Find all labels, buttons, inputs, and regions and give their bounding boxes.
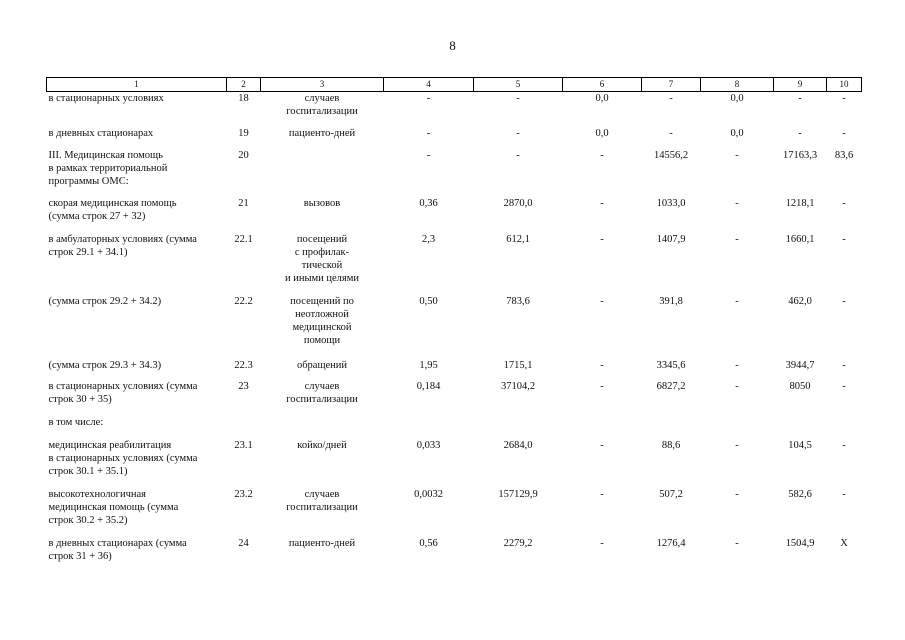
cell-c4: - [426,127,431,139]
cell-c7 [642,416,701,439]
table-row [47,416,862,439]
cell-c1 [47,197,227,233]
column-number-5: 5 [474,78,563,92]
cell-c2: 23.1 [234,439,253,451]
cell-line: скорая медицинская помощь [48,197,177,209]
cell-line: госпитализации [286,501,358,513]
cell-c9: 17163,3 [782,149,818,161]
cell-line: медицинская реабилитация [48,439,172,451]
cell-c10: - [842,295,846,307]
cell-c6: 0,0 [595,127,609,139]
cell-c10: 83,6 [834,149,854,161]
cell-line: в том числе: [48,416,104,428]
cell-c1 [47,380,227,416]
cell-c8: 0,0 [730,93,744,104]
cell-c8: 0,0 [730,127,744,139]
cell-c5: 2279,2 [503,537,533,549]
cell-line: в дневных стационарах (сумма [48,537,187,549]
column-number-4: 4 [384,78,474,92]
cell-c5: 612,1 [506,233,530,245]
cell-line: в амбулаторных условиях (сумма [48,233,197,245]
cell-c7: 1407,9 [656,233,686,245]
cell-c4: 0,56 [419,537,438,549]
cell-line: строк 30.1 + 35.1) [48,465,128,477]
cell-c8: - [735,197,739,209]
cell-c8: - [735,359,739,371]
cell-c4: 0,184 [416,380,441,392]
cell-c4: 0,0032 [414,488,443,500]
cell-c5: 157129,9 [498,488,538,500]
cell-c10 [827,416,862,439]
column-number-row [47,78,862,92]
cell-c3 [261,416,384,439]
cell-c10: - [842,197,846,209]
cell-c6: - [600,537,604,549]
cell-line: обращений [296,359,348,371]
cell-c9: 3944,7 [785,359,815,371]
table-row [47,488,862,537]
cell-c9: - [798,93,802,104]
cell-c1 [47,488,227,537]
cell-c5: 2684,0 [503,439,533,451]
cell-c4: 1,95 [419,359,438,371]
cell-c2: 22.1 [234,233,253,245]
cell-c9: 1218,1 [785,197,815,209]
table-body [47,92,862,573]
table-row [47,359,862,380]
cell-c2: 22.3 [234,359,253,371]
cell-c2: 22.2 [234,295,253,307]
cell-c5: - [516,127,520,139]
cell-c6 [563,416,642,439]
cell-c1 [47,416,227,439]
cell-c4: 0,033 [416,439,441,451]
cell-c1 [47,295,227,359]
cell-line: в стационарных условиях (сумма [48,452,198,464]
cell-c7: 391,8 [659,295,683,307]
cell-line: случаев [304,488,340,500]
cell-c7: 14556,2 [653,149,689,161]
table-row [47,92,862,127]
cell-line: помощи [303,334,341,346]
cell-c1 [47,92,227,127]
cell-c3 [261,359,384,380]
cell-c9: 462,0 [788,295,812,307]
cell-c5: 1715,1 [503,359,533,371]
cell-c1 [47,439,227,488]
cell-c4: 2,3 [421,233,436,245]
cell-line: случаев [304,93,340,104]
cell-c1 [47,233,227,295]
cell-line: строк 30 + 35) [48,393,112,405]
cell-c6: - [600,197,604,209]
cell-line: в рамках территориальной [48,162,168,174]
cell-c3 [261,233,384,295]
cell-c8 [701,416,774,439]
cell-c6: - [600,233,604,245]
cell-c6: - [600,439,604,451]
cell-c8: - [735,488,739,500]
cell-c2: 19 [238,127,249,139]
cell-c3 [261,439,384,488]
column-number-7: 7 [642,78,701,92]
cell-c2: 23.2 [234,488,253,500]
cell-line: медицинской [292,321,352,333]
cell-c5 [474,416,563,439]
cell-line: неотложной [295,308,349,320]
cell-c2: 24 [238,537,249,549]
cell-line: посещений по [290,295,354,307]
column-number-3: 3 [261,78,384,92]
cell-line: случаев [304,380,340,392]
cell-c10: - [842,439,846,451]
table-row [47,295,862,359]
cell-line: (сумма строк 27 + 32) [48,210,146,222]
cell-c1 [47,537,227,573]
cell-line: койко/дней [297,439,347,451]
cell-line: и иными целями [284,272,360,284]
cell-line: III. Медицинская помощь [48,149,163,161]
column-number-1: 1 [47,78,227,92]
cell-c8: - [735,233,739,245]
cell-c1 [47,359,227,380]
cell-c10: - [842,93,846,104]
cell-c5: 783,6 [506,295,530,307]
cell-c8: - [735,439,739,451]
cell-c7: - [669,93,673,104]
cell-line: строк 29.1 + 34.1) [48,246,128,258]
cell-line: пациенто-дней [288,127,356,139]
cell-line: посещений [296,233,348,245]
table-row [47,127,862,149]
page-number: 8 [449,38,456,53]
cell-c9: 8050 [789,380,811,392]
cell-c6: 0,0 [595,93,609,104]
cell-c7: 1033,0 [656,197,686,209]
cell-c9: 104,5 [788,439,812,451]
table-row [47,380,862,416]
cell-c4: 0,36 [419,197,438,209]
cell-line: в стационарных условиях [48,93,164,104]
cell-c10: - [842,488,846,500]
cell-c6: - [600,149,604,161]
cell-c4: - [426,93,431,104]
table-row [47,439,862,488]
column-number-9: 9 [774,78,827,92]
cell-line: тической [301,259,343,271]
data-table [46,77,862,573]
cell-c10: - [842,127,846,139]
cell-c10: Х [840,537,848,549]
cell-c5: - [516,93,520,104]
cell-c3 [261,488,384,537]
cell-c2: 23 [238,380,249,392]
column-number-8: 8 [701,78,774,92]
cell-c6: - [600,359,604,371]
table-row [47,537,862,573]
cell-c3 [261,92,384,127]
cell-c1 [47,127,227,149]
cell-line: в стационарных условиях (сумма [48,380,198,392]
cell-line: строк 30.2 + 35.2) [48,514,128,526]
cell-c3 [261,149,384,197]
cell-c3 [261,127,384,149]
cell-c3 [261,197,384,233]
cell-c4: - [426,149,431,161]
cell-c2 [227,416,261,439]
cell-c7: - [669,127,673,139]
cell-c9: 582,6 [788,488,812,500]
cell-c1 [47,149,227,197]
cell-line: с профилак- [294,246,350,258]
cell-c7: 6827,2 [656,380,686,392]
cell-c6: - [600,295,604,307]
cell-line: программы ОМС: [48,175,129,187]
cell-line: госпитализации [286,393,358,405]
cell-c2: 18 [238,93,249,104]
cell-c9: - [798,127,802,139]
column-number-6: 6 [563,78,642,92]
cell-c10: - [842,380,846,392]
cell-line: (сумма строк 29.2 + 34.2) [48,295,162,307]
cell-c4: 0,50 [419,295,438,307]
cell-line: строк 31 + 36) [48,550,112,562]
cell-c3 [261,295,384,359]
cell-line: пациенто-дней [288,537,356,549]
cell-c3 [261,537,384,573]
table-row [47,233,862,295]
cell-c2: 20 [238,149,249,161]
cell-line: высокотехнологичная [48,488,146,500]
cell-c9: 1504,9 [785,537,815,549]
cell-c8: - [735,295,739,307]
cell-line: госпитализации [286,106,358,117]
cell-c10: - [842,359,846,371]
column-number-2: 2 [227,78,261,92]
cell-c7: 88,6 [661,439,681,451]
cell-c6: - [600,488,604,500]
cell-c3 [261,380,384,416]
cell-line: медицинская помощь (сумма [48,501,179,513]
cell-c5: 37104,2 [500,380,536,392]
cell-c8: - [735,537,739,549]
cell-c6: - [600,380,604,392]
table-row [47,197,862,233]
column-number-10: 10 [827,78,862,92]
cell-c9: 1660,1 [785,233,815,245]
cell-c8: - [735,380,739,392]
cell-line: (сумма строк 29.3 + 34.3) [48,359,162,371]
cell-c5: - [516,149,520,161]
cell-c8: - [735,149,739,161]
cell-c7: 1276,4 [656,537,686,549]
table-row [47,149,862,197]
cell-c7: 507,2 [659,488,683,500]
cell-line: в дневных стационарах [48,127,154,139]
cell-c9 [774,416,827,439]
cell-c4 [384,416,474,439]
cell-c5: 2870,0 [503,197,533,209]
cell-c10: - [842,233,846,245]
cell-c2: 21 [238,197,249,209]
cell-line: вызовов [303,197,341,209]
cell-c7: 3345,6 [656,359,686,371]
